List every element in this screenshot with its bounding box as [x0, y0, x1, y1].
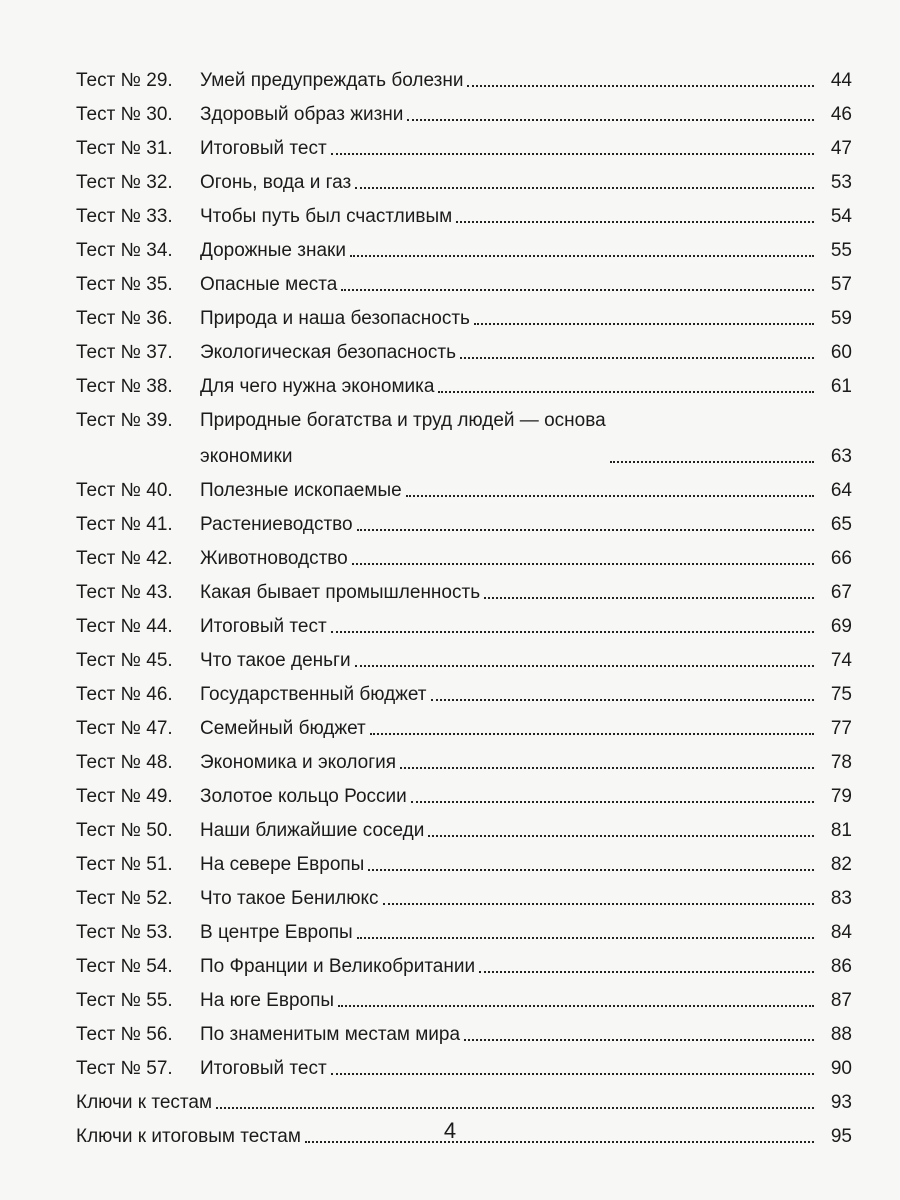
test-title: Здоровый образ жизни: [200, 104, 404, 125]
test-number: Тест № 54.: [76, 956, 173, 977]
page-ref: 88: [830, 1024, 852, 1045]
test-title: В центре Европы: [200, 922, 353, 943]
dot-leader: [357, 529, 814, 531]
test-title: По знаменитым местам мира: [200, 1024, 461, 1045]
test-number: Тест № 33.: [76, 206, 173, 227]
dot-leader: [460, 357, 814, 359]
test-number: Тест № 34.: [76, 240, 173, 261]
page-ref: 81: [830, 820, 852, 841]
page-ref: 77: [830, 718, 852, 739]
dot-leader: [428, 835, 814, 837]
test-title: Огонь, вода и газ: [200, 172, 352, 193]
test-title: Природные богатства и труд людей — основа: [200, 410, 606, 431]
test-number: Тест № 44.: [76, 616, 173, 637]
toc-entry: [76, 812, 852, 846]
dot-leader: [610, 461, 814, 463]
test-title: Итоговый тест: [200, 616, 327, 637]
test-number: Тест № 48.: [76, 752, 173, 773]
test-number: Тест № 42.: [76, 548, 173, 569]
dot-leader: [456, 221, 814, 223]
test-number: Тест № 30.: [76, 104, 173, 125]
dot-leader: [383, 903, 815, 905]
toc-entry: [76, 982, 852, 1016]
toc-entry: [76, 506, 852, 540]
test-title: На севере Европы: [200, 854, 365, 875]
page-ref: 46: [830, 104, 852, 125]
toc-entry: [76, 334, 852, 368]
test-number: Тест № 47.: [76, 718, 173, 739]
dot-leader: [355, 187, 814, 189]
dot-leader: [411, 801, 814, 803]
test-title: Наши ближайшие соседи: [200, 820, 425, 841]
dot-leader: [400, 767, 814, 769]
test-title: Природа и наша безопасность: [200, 308, 470, 329]
toc-entry: [76, 846, 852, 880]
page-ref: 65: [830, 514, 852, 535]
toc-entry: [76, 130, 852, 164]
toc-entry: [76, 642, 852, 676]
dot-leader: [464, 1039, 814, 1041]
dot-leader: [431, 699, 814, 701]
test-number: Тест № 36.: [76, 308, 173, 329]
page-ref: 79: [830, 786, 852, 807]
toc-entry: [76, 300, 852, 334]
test-title: Что такое Бенилюкс: [200, 888, 379, 909]
toc-entry: [76, 948, 852, 982]
page-ref: 83: [830, 888, 852, 909]
page-ref: 86: [830, 956, 852, 977]
dot-leader: [484, 597, 814, 599]
toc-entry: [76, 540, 852, 574]
toc-entry: [76, 574, 852, 608]
toc-entry: [76, 402, 852, 472]
toc-entry: [76, 62, 852, 96]
toc-entry: [76, 368, 852, 402]
test-number: Тест № 41.: [76, 514, 173, 535]
page-ref: 57: [830, 274, 852, 295]
toc-entry: [76, 880, 852, 914]
test-title: Итоговый тест: [200, 1058, 327, 1079]
toc-entry: [76, 232, 852, 266]
test-title: Экономика и экология: [200, 752, 397, 773]
test-title: Итоговый тест: [200, 138, 327, 159]
test-title: Для чего нужна экономика: [200, 376, 435, 397]
dot-leader: [331, 153, 814, 155]
test-number: Тест № 45.: [76, 650, 173, 671]
page-ref: 93: [830, 1092, 852, 1113]
dot-leader: [438, 391, 814, 393]
test-number: Тест № 32.: [76, 172, 173, 193]
test-title-continued: экономики: [200, 446, 293, 467]
page-ref: 75: [830, 684, 852, 705]
page-ref: 74: [830, 650, 852, 671]
test-number: Тест № 50.: [76, 820, 173, 841]
page-ref: 53: [830, 172, 852, 193]
dot-leader: [407, 119, 814, 121]
test-number: Тест № 38.: [76, 376, 173, 397]
toc-entry: [76, 1016, 852, 1050]
test-number: Тест № 56.: [76, 1024, 173, 1045]
page-ref: 90: [830, 1058, 852, 1079]
toc-entry: [76, 96, 852, 130]
toc-entry: [76, 778, 852, 812]
test-title: Государственный бюджет: [200, 684, 427, 705]
test-number: Тест № 35.: [76, 274, 173, 295]
page-ref: 47: [830, 138, 852, 159]
dot-leader: [368, 869, 814, 871]
test-title: Что такое деньги: [200, 650, 351, 671]
toc-entry: [76, 164, 852, 198]
test-number: Тест № 37.: [76, 342, 173, 363]
dot-leader: [357, 937, 814, 939]
test-title: На юге Европы: [200, 990, 335, 1011]
dot-leader: [370, 733, 814, 735]
page-ref: 44: [830, 70, 852, 91]
test-number: Тест № 43.: [76, 582, 173, 603]
test-title: Животноводство: [200, 548, 348, 569]
test-number: Тест № 46.: [76, 684, 173, 705]
page-ref: 55: [830, 240, 852, 261]
test-title: Золотое кольцо России: [200, 786, 407, 807]
test-number: Тест № 55.: [76, 990, 173, 1011]
toc-entry: [76, 710, 852, 744]
page-ref: 82: [830, 854, 852, 875]
test-number: Тест № 53.: [76, 922, 173, 943]
page-ref: 63: [830, 446, 852, 467]
test-title: Чтобы путь был счастливым: [200, 206, 453, 227]
toc-entry: [76, 744, 852, 778]
dot-leader: [350, 255, 814, 257]
dot-leader: [331, 631, 814, 633]
dot-leader: [406, 495, 814, 497]
page-ref: 60: [830, 342, 852, 363]
test-title: Какая бывает промышленность: [200, 582, 481, 603]
test-number: Тест № 31.: [76, 138, 173, 159]
page-number: 4: [443, 1118, 457, 1143]
toc-entry: [76, 608, 852, 642]
toc-entry: [76, 266, 852, 300]
dot-leader: [331, 1073, 814, 1075]
test-number: Тест № 39.: [76, 410, 173, 431]
page-ref: 67: [830, 582, 852, 603]
dot-leader: [467, 85, 814, 87]
answers-title: Ключи к тестам: [76, 1092, 213, 1113]
test-number: Тест № 57.: [76, 1058, 173, 1079]
page-ref: 66: [830, 548, 852, 569]
test-title: Опасные места: [200, 274, 338, 295]
test-number: Тест № 29.: [76, 70, 173, 91]
dot-leader: [355, 665, 814, 667]
page-ref: 87: [830, 990, 852, 1011]
dot-leader: [338, 1005, 814, 1007]
test-number: Тест № 49.: [76, 786, 173, 807]
test-number: Тест № 52.: [76, 888, 173, 909]
page-ref: 61: [830, 376, 852, 397]
test-title: Полезные ископаемые: [200, 480, 402, 501]
page-ref: 78: [830, 752, 852, 773]
test-title: Умей предупреждать болезни: [200, 70, 464, 91]
test-title: Растениеводство: [200, 514, 353, 535]
toc-entry: [76, 198, 852, 232]
toc-entry: [76, 1050, 852, 1084]
toc-entry: [76, 472, 852, 506]
page-ref: 69: [830, 616, 852, 637]
dot-leader: [216, 1107, 814, 1109]
dot-leader: [341, 289, 814, 291]
page-ref: 54: [830, 206, 852, 227]
page-ref: 64: [830, 480, 852, 501]
test-number: Тест № 51.: [76, 854, 173, 875]
final-answers-title: Ключи к итоговым тестам: [76, 1126, 301, 1147]
toc-entry: [76, 914, 852, 948]
test-title: Семейный бюджет: [200, 718, 366, 739]
test-title: Дорожные знаки: [200, 240, 346, 261]
page-ref: 95: [830, 1126, 852, 1147]
toc-entry-answers: [76, 1084, 852, 1118]
test-number: Тест № 40.: [76, 480, 173, 501]
test-title: По Франции и Великобритании: [200, 956, 476, 977]
dot-leader: [474, 323, 814, 325]
toc-entry: [76, 676, 852, 710]
test-title: Экологическая безопасность: [200, 342, 456, 363]
table-of-contents: [76, 62, 852, 1152]
dot-leader: [352, 563, 814, 565]
page-ref: 59: [830, 308, 852, 329]
dot-leader: [479, 971, 814, 973]
page-ref: 84: [830, 922, 852, 943]
